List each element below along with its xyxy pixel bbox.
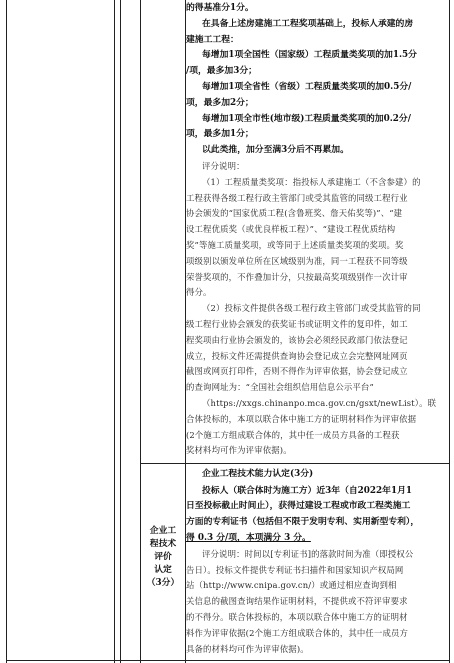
text-line: 奖”等施工质量奖项，或等同于上述质量类奖项的奖项。奖: [186, 240, 404, 250]
text-line: 方面的专利证书（包括但不限于发明专利、实用新型专利），: [186, 517, 420, 528]
text-line: 工程获得各级工程行政主管部门或受其监管的同级工程行业: [186, 192, 408, 203]
text-line: 截图或网页打印件，否则不得作为评审依据，协会登记成立: [186, 366, 408, 377]
text-line: 每增加1项全国性（国家级）工程质量类奖项的加1.5分: [202, 50, 417, 61]
text-line: 奖材料均可作为评审依据)。: [186, 445, 292, 456]
text-line: 建施工工程：: [186, 34, 239, 45]
text-line: 日至投标截止时间止），获得过建设工程或市政工程类施工: [186, 501, 411, 512]
text-line: 以此类推，加分至满3分后不再累加。: [202, 145, 349, 156]
category-label-line: 评价: [154, 552, 172, 562]
category-cell: [141, 525, 185, 590]
scoring-criteria-awards: [186, 1, 448, 461]
text-line: 评分说明：: [202, 161, 245, 171]
text-line: 级工程行业协会颁发的获奖证书或证明文件的复印件，如工: [186, 319, 408, 329]
table-border-bottom: [6, 660, 450, 661]
text-line: 在具备上述房建施工工程奖项基础上，投标人承建的房: [202, 18, 414, 29]
text-line: 料作为评审依据(2个施工方组成联合体的，其中任一成员方: [186, 627, 409, 638]
text-line: 每增加1项全省性（省级）工程质量类奖项的加0.5分/: [202, 82, 412, 92]
text-line: 项，最多加1分；: [186, 129, 254, 140]
scoring-criteria-patents: [186, 467, 448, 659]
text-line: 项，最多加2分；: [186, 97, 254, 108]
table-border-left: [6, 0, 7, 663]
text-line: （1）工程质量类奖项：指投标人承建施工（不含参建）的: [202, 176, 421, 187]
text-line: 设工程优质奖（或优良样板工程）”、“建设工程优质结构: [186, 224, 396, 235]
text-line: 的得基准分1分。: [186, 3, 254, 13]
text-line: 告日）。投标文件提供专利证书扫描件和国家知识产权局网: [186, 564, 404, 575]
column-divider-1: [114, 0, 115, 663]
category-label-line: （3分）: [146, 578, 180, 588]
text-line: （https://xxgs.chinanpo.mca.gov.cn/gsxt/newList）。联: [202, 398, 437, 408]
text-line: 得 0.3 分/项，本项满分 3 分。: [186, 532, 311, 543]
category-label-line: 企业工: [149, 526, 177, 536]
text-line: 项级别以颁发单位所在区域级别为准，同一工程获不同等级: [186, 255, 408, 266]
row-divider: [140, 463, 450, 464]
text-line: 成立，投标文件还需提供查询协会登记成立会完整网址网页: [186, 350, 408, 361]
text-line: 具备的材料均可作为评审依据)。: [186, 643, 309, 654]
text-line: /项，最多加3分；: [186, 66, 257, 77]
text-line: 程奖项由行业协会颁发的，该协会必须经民政部门依法登记: [186, 334, 408, 345]
text-line: 投标人（联合体时为施工方）近3年（自2022年1月1: [202, 485, 412, 496]
text-line: 协会颁发的“国家优质工程(含鲁班奖、詹天佑奖等)”、“建: [186, 208, 403, 219]
section-heading: 企业工程技术能力认定(3分): [202, 469, 314, 479]
text-line: 得分。: [186, 287, 212, 298]
text-line: （2）投标文件提供各级工程行政主管部门或受其监管的同: [202, 303, 421, 314]
column-divider-2: [120, 0, 121, 663]
text-line: 合体投标的，本项以联合体中施工方的证明材料作为评审依据: [186, 413, 417, 424]
text-line: 的查询网址为：“全国社会组织信用信息公示平台”: [186, 382, 374, 393]
category-label-line: 认定: [154, 565, 172, 575]
text-line: 关信息的截图查询结果作证明材料，不提供或不符评审要求: [186, 596, 408, 607]
text-line: 荣誉奖项的，不作叠加计分，只按最高奖项级别作一次计审: [186, 271, 408, 282]
category-label-line: 程技术: [149, 539, 177, 549]
text-line: 每增加1项全市性(地市级)工程质量类奖项的加0.2分/: [202, 113, 411, 124]
text-line: (2个施工方组成联合体的，其中任一成员方具备的工程获: [186, 429, 400, 440]
table-border-right: [449, 0, 450, 663]
text-line: 评分说明：时间以[专利证书]的落款时间为准（即授权公: [202, 548, 414, 559]
text-line: 的不得分。联合体投标的，本项以联合体中施工方的证明材: [186, 611, 408, 622]
text-line: 站（http://www.cnipa.gov.cn/）或通过相应查询到相: [186, 580, 397, 591]
